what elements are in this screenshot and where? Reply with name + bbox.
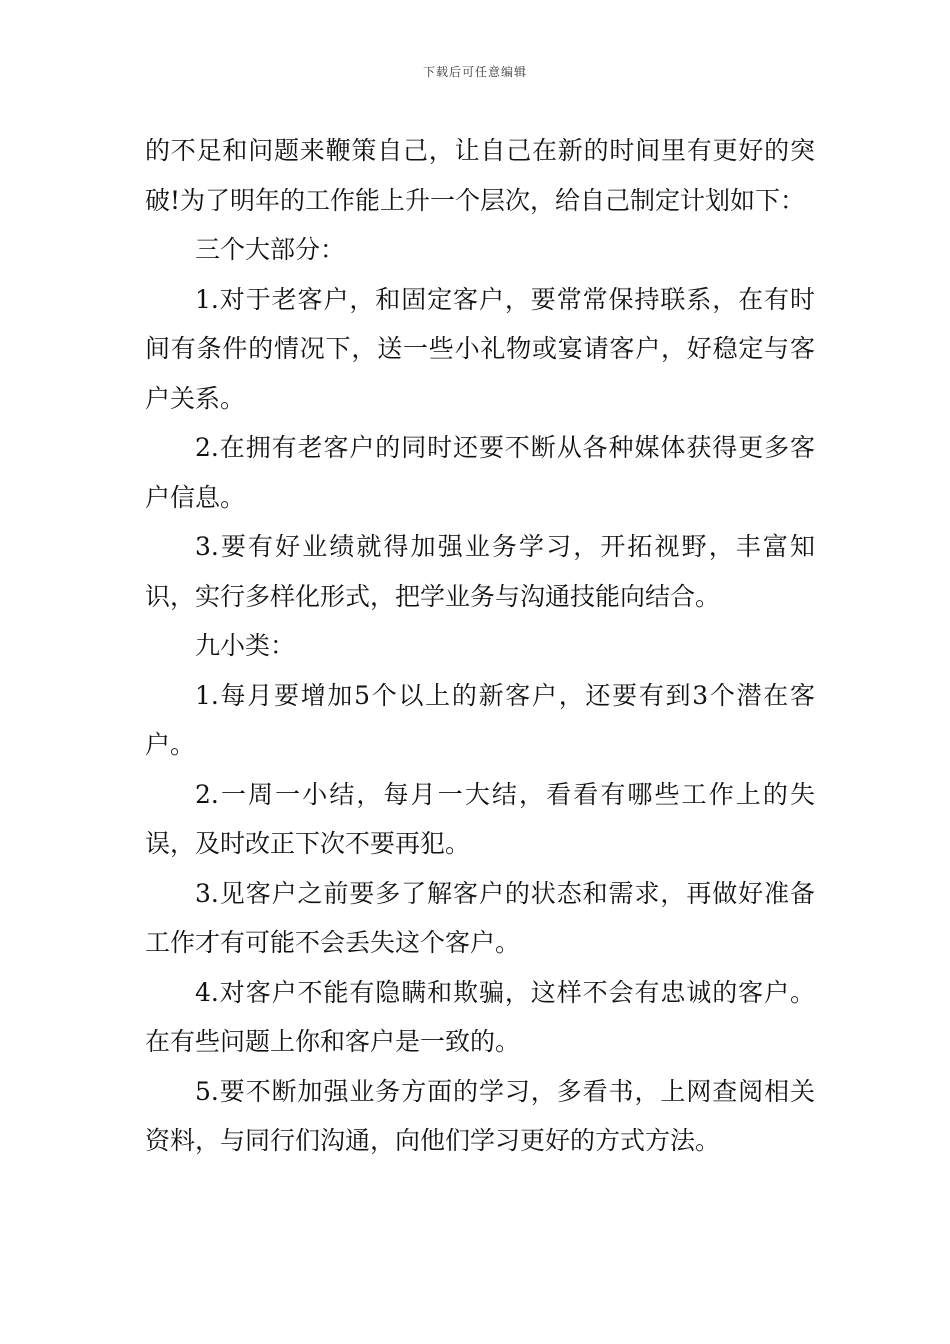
paragraph-intro-continuation: 的不足和问题来鞭策自己，让自己在新的时间里有更好的突破!为了明年的工作能上升一个层次，给自己制定计划如下： bbox=[145, 136, 815, 215]
paragraph-category-1: 1.每月要增加5个以上的新客户，还要有到3个潜在客户。 bbox=[145, 680, 815, 759]
page-header-note: 下载后可任意编辑 bbox=[422, 65, 527, 79]
paragraph-three-parts-heading: 三个大部分： bbox=[195, 235, 346, 264]
paragraph-part-3: 3.要有好业绩就得加强业务学习，开拓视野，丰富知识，实行多样化形式，把学业务与沟通技能向结合。 bbox=[145, 532, 815, 611]
paragraph-part-2: 2.在拥有老客户的同时还要不断从各种媒体获得更多客户信息。 bbox=[145, 433, 815, 512]
paragraph-category-5: 5.要不断加强业务方面的学习，多看书，上网查阅相关资料，与同行们沟通，向他们学习更好的方式方法。 bbox=[145, 1076, 815, 1155]
paragraph-category-4: 4.对客户不能有隐瞒和欺骗，这样不会有忠诚的客户。在有些问题上你和客户是一致的。 bbox=[145, 977, 815, 1056]
document-body bbox=[145, 126, 815, 1166]
paragraph-category-3: 3.见客户之前要多了解客户的状态和需求，再做好准备工作才有可能不会丢失这个客户。 bbox=[145, 878, 815, 957]
paragraph-nine-categories-heading: 九小类： bbox=[195, 631, 296, 660]
paragraph-category-2: 2.一周一小结，每月一大结，看看有哪些工作上的失误，及时改正下次不要再犯。 bbox=[145, 779, 815, 858]
paragraph-part-1: 1.对于老客户，和固定客户，要常常保持联系，在有时间有条件的情况下，送一些小礼物或宴请客户，好稳定与客户关系。 bbox=[145, 284, 815, 413]
